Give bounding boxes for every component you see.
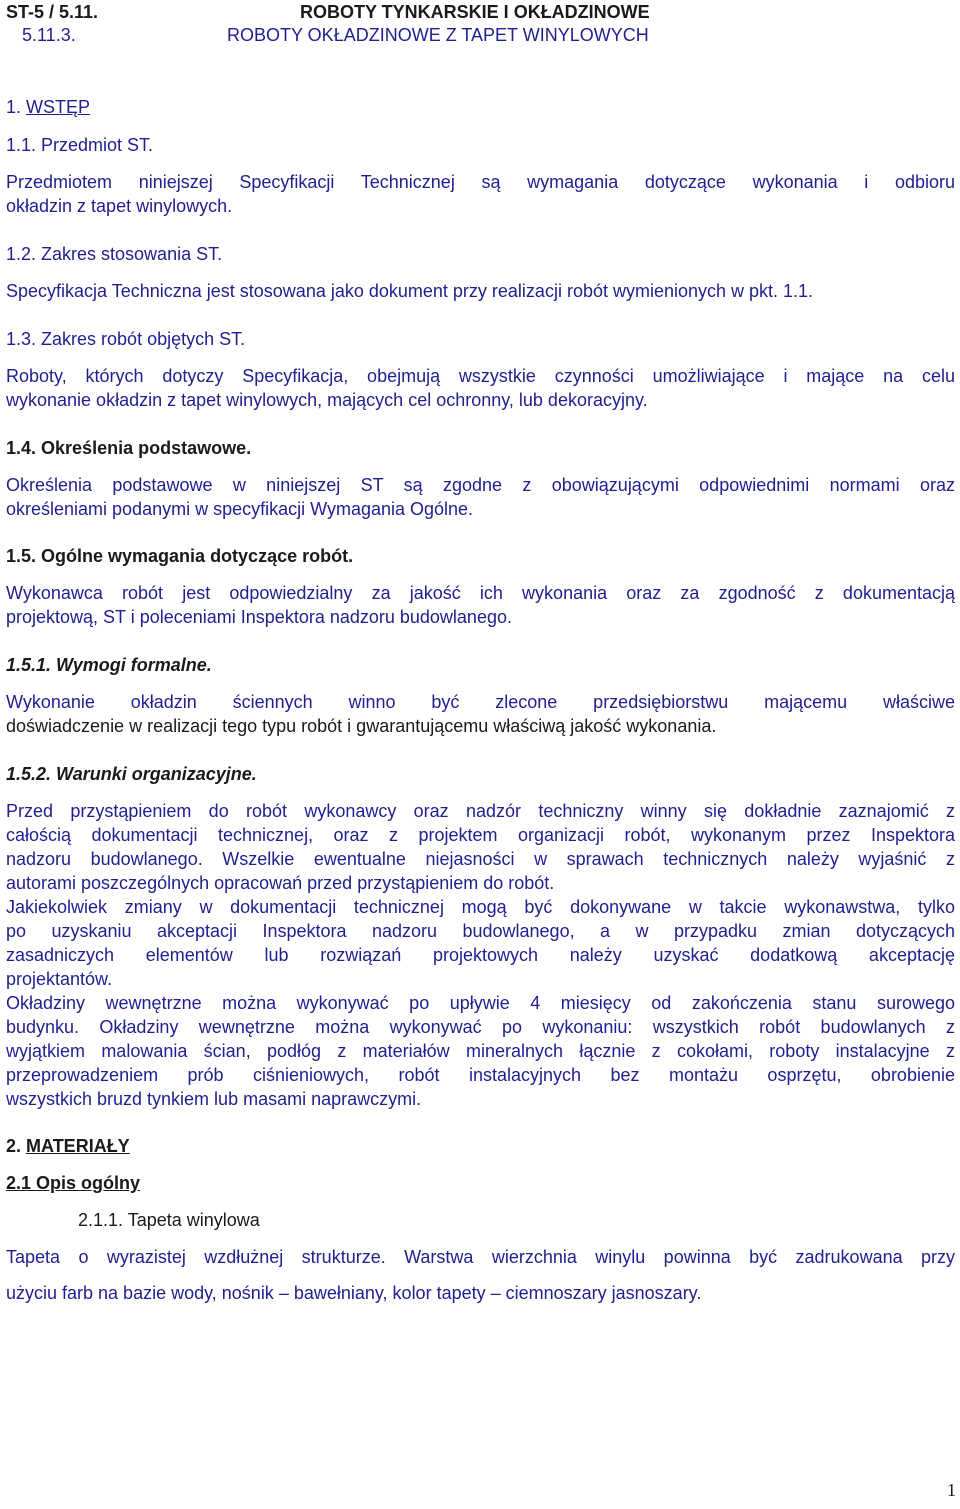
heading-1-5-2: 1.5.2. Warunki organizacyjne.: [6, 764, 257, 784]
para-1-5-2-line6: po uzyskaniu akceptacji Inspektora nadzoru budowlanego, a w przypadku zmian dotyczących: [6, 921, 955, 941]
section-1-number: 1.: [6, 97, 22, 117]
heading-2-1-1-title: Tapeta winylowa: [127, 1210, 260, 1230]
heading-1-1: 1.1. Przedmiot ST.: [6, 135, 154, 155]
heading-2-1-1-number: 2.1.1.: [78, 1210, 124, 1230]
para-1-4-line1: Określenia podstawowe w niniejszej ST są zgodne z obowiązującymi odpowiednimi normami oraz: [6, 475, 955, 495]
para-1-5-1-line2: doświadczenie w realizacji tego typu robót i gwarantującemu właściwą jakość wykonania.: [6, 716, 717, 736]
heading-1-4: 1.4. Określenia podstawowe.: [6, 438, 252, 458]
section-2-heading: [6, 1135, 130, 1157]
para-1-5-2-line13: wszystkich bruzd tynkiem lub masami naprawczymi.: [6, 1089, 422, 1109]
section-2-title: MATERIAŁY: [26, 1136, 130, 1156]
para-2-1-1-line2: użyciu farb na bazie wody, nośnik – bawełniany, kolor tapety – ciemnoszary jasnoszary.: [6, 1283, 702, 1303]
para-1-5-2-line4: autorami poszczególnych opracowań przed przystąpieniem do robót.: [6, 873, 555, 893]
section-2-number: 2.: [6, 1136, 22, 1156]
heading-2-1: 2.1 Opis ogólny: [6, 1173, 141, 1193]
para-1-5-2-line1: Przed przystąpieniem do robót wykonawcy oraz nadzór techniczny winny się dokładnie zaznajomić z: [6, 801, 955, 821]
para-1-5-2-line5: Jakiekolwiek zmiany w dokumentacji technicznej mogą być dokonywane w takcie wykonawstwa, tylko: [6, 897, 955, 917]
heading-1-2: 1.2. Zakres stosowania ST.: [6, 244, 223, 264]
para-1-5-2-line8: projektantów.: [6, 969, 113, 989]
para-2-1-1-line1: Tapeta o wyrazistej wzdłużnej strukturze. Warstwa wierzchnia winylu powinna być zadrukowana przy: [6, 1247, 955, 1267]
header-subtitle: ROBOTY OKŁADZINOWE Z TAPET WINYLOWYCH: [227, 25, 649, 45]
para-1-5-2-line11: wyjątkiem malowania ścian, podłóg z materiałów mineralnych łącznie z cokołami, roboty instalacyjne z: [6, 1041, 955, 1061]
heading-2-1-1: [78, 1209, 260, 1231]
para-1-2: Specyfikacja Techniczna jest stosowana jako dokument przy realizacji robót wymienionych w pkt. 1.1.: [6, 281, 814, 301]
para-1-5-line1: Wykonawca robót jest odpowiedzialny za jakość ich wykonania oraz za zgodność z dokumentacją: [6, 583, 955, 603]
page-number: 1: [947, 1480, 956, 1500]
section-1-heading: [6, 96, 90, 118]
para-1-5-line2: projektową, ST i poleceniami Inspektora nadzoru budowlanego.: [6, 607, 512, 627]
para-1-5-2-line12: przeprowadzeniem prób ciśnieniowych, robót instalacyjnych bez montażu osprzętu, obrobienie: [6, 1065, 955, 1085]
para-1-4-line2: określeniami podanymi w specyfikacji Wymagania Ogólne.: [6, 499, 474, 519]
para-1-5-2-line7: zasadniczych elementów lub rozwiązań projektowych należy uzyskać dodatkową akceptację: [6, 945, 955, 965]
para-1-5-2-line9: Okładziny wewnętrzne można wykonywać po upływie 4 miesięcy od zakończenia stanu surowego: [6, 993, 955, 1013]
para-1-5-2-line3: nadzoru budowlanego. Wszelkie ewentualne niejasności w sprawach technicznych należy wyjaśnić z: [6, 849, 955, 869]
heading-1-5-1: 1.5.1. Wymogi formalne.: [6, 655, 212, 675]
header-subcode: 5.11.3.: [22, 25, 76, 45]
section-1-title: WSTĘP: [26, 97, 91, 117]
para-1-3-line2: wykonanie okładzin z tapet winylowych, mających cel ochronny, lub dekoracyjny.: [6, 390, 648, 410]
heading-1-3: 1.3. Zakres robót objętych ST.: [6, 329, 246, 349]
para-1-5-2-line2: całością dokumentacji technicznej, oraz z projektem organizacji robót, wykonanym przez Inspektora: [6, 825, 955, 845]
para-1-1-line1: Przedmiotem niniejszej Specyfikacji Technicznej są wymagania dotyczące wykonania i odbioru: [6, 172, 955, 192]
header-title: ROBOTY TYNKARSKIE I OKŁADZINOWE: [300, 2, 650, 22]
para-1-3-line1: Roboty, których dotyczy Specyfikacja, obejmują wszystkie czynności umożliwiające i mające na celu: [6, 366, 955, 386]
para-1-5-2-line10: budynku. Okładziny wewnętrzne można wykonywać po wykonaniu: wszystkich robót budowlanych z: [6, 1017, 955, 1037]
heading-1-5: 1.5. Ogólne wymagania dotyczące robót.: [6, 546, 354, 566]
para-1-1-line2: okładzin z tapet winylowych.: [6, 196, 233, 216]
para-1-5-1-line1: Wykonanie okładzin ściennych winno być zlecone przedsiębiorstwu mającemu właściwe: [6, 692, 955, 712]
header-code: ST-5 / 5.11.: [6, 2, 99, 22]
